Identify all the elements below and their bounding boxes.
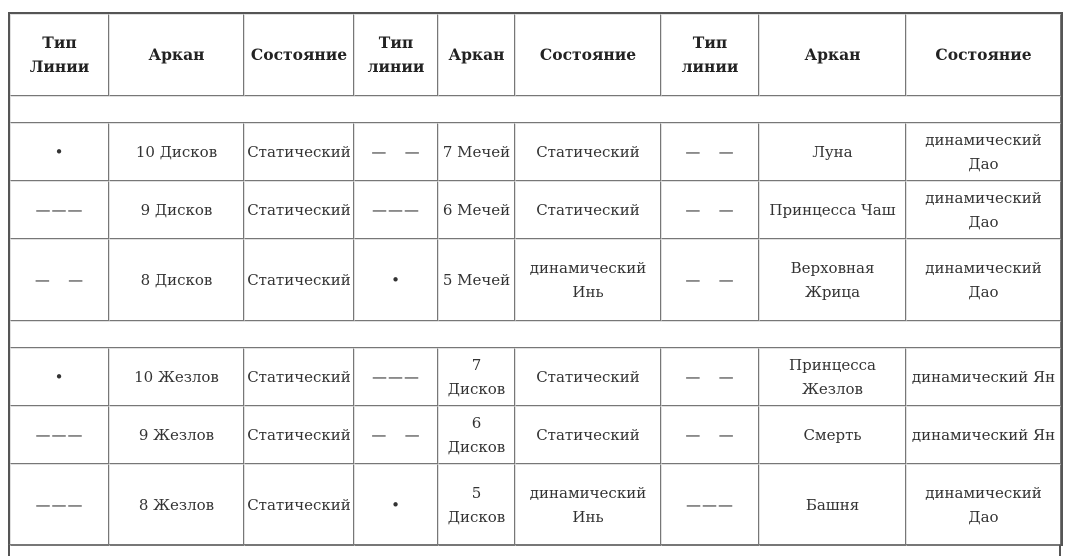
arcana-cell: 10 Дисков xyxy=(109,123,244,181)
state-cell: Статический xyxy=(244,348,354,406)
state-cell: Статический xyxy=(244,406,354,464)
state-cell: Статический xyxy=(515,406,661,464)
line-type-cell: • xyxy=(354,464,438,546)
arcana-cell: Луна xyxy=(759,123,906,181)
state-cell: Статический xyxy=(244,181,354,239)
line-type-cell: — — xyxy=(10,239,109,321)
arcana-cell: 10 Жезлов xyxy=(109,348,244,406)
header-arcana-3: Аркан xyxy=(759,14,906,96)
header-state-1: Состояние xyxy=(244,14,354,96)
table-continuation xyxy=(8,544,1061,556)
arcana-cell: 8 Жезлов xyxy=(109,464,244,546)
table-row xyxy=(10,406,1061,464)
group-separator-row xyxy=(10,321,1061,348)
arcana-cell: 6 Дисков xyxy=(438,406,515,464)
arcana-table xyxy=(8,12,1063,546)
group-separator-row xyxy=(10,96,1061,123)
arcana-cell: Верховная Жрица xyxy=(759,239,906,321)
header-line-type-3: Тип линии xyxy=(661,14,759,96)
header-line-type-1: Тип Линии xyxy=(10,14,109,96)
line-type-cell: — — xyxy=(354,406,438,464)
line-type-cell: — — xyxy=(661,348,759,406)
header-state-2: Состояние xyxy=(515,14,661,96)
header-arcana-2: Аркан xyxy=(438,14,515,96)
arcana-cell: Принцесса Жезлов xyxy=(759,348,906,406)
state-cell: Статический xyxy=(244,239,354,321)
arcana-cell: 9 Жезлов xyxy=(109,406,244,464)
table-row xyxy=(10,181,1061,239)
group-separator-cell xyxy=(10,96,1061,123)
line-type-cell: ——— xyxy=(10,464,109,546)
line-type-cell: • xyxy=(10,348,109,406)
line-type-cell: — — xyxy=(354,123,438,181)
line-type-cell: ——— xyxy=(354,181,438,239)
header-arcana-1: Аркан xyxy=(109,14,244,96)
table-row xyxy=(10,464,1061,546)
header-line-type-2: Тип линии xyxy=(354,14,438,96)
line-type-cell: — — xyxy=(661,123,759,181)
table-row xyxy=(10,239,1061,321)
group-separator-cell xyxy=(10,321,1061,348)
line-type-cell: ——— xyxy=(10,406,109,464)
table-row xyxy=(10,348,1061,406)
header-state-3: Состояние xyxy=(906,14,1061,96)
arcana-cell: Башня xyxy=(759,464,906,546)
arcana-cell: 9 Дисков xyxy=(109,181,244,239)
state-cell: динамический Дао xyxy=(906,464,1061,546)
line-type-cell: ——— xyxy=(10,181,109,239)
line-type-cell: • xyxy=(354,239,438,321)
state-cell: динамический Ян xyxy=(906,348,1061,406)
state-cell: Статический xyxy=(515,181,661,239)
header-row xyxy=(10,14,1061,96)
state-cell: Статический xyxy=(244,464,354,546)
state-cell: Статический xyxy=(244,123,354,181)
line-type-cell: — — xyxy=(661,406,759,464)
arcana-cell: Смерть xyxy=(759,406,906,464)
arcana-cell: Принцесса Чаш xyxy=(759,181,906,239)
line-type-cell: • xyxy=(10,123,109,181)
line-type-cell: ——— xyxy=(354,348,438,406)
state-cell: Статический xyxy=(515,123,661,181)
arcana-table-wrapper xyxy=(8,12,1063,546)
state-cell: динамический Дао xyxy=(906,123,1061,181)
line-type-cell: — — xyxy=(661,181,759,239)
state-cell: Статический xyxy=(515,348,661,406)
state-cell: динамический Дао xyxy=(906,181,1061,239)
state-cell: динамический Ян xyxy=(906,406,1061,464)
state-cell: динамический Инь xyxy=(515,239,661,321)
table-row xyxy=(10,123,1061,181)
arcana-cell: 7 Дисков xyxy=(438,348,515,406)
arcana-cell: 8 Дисков xyxy=(109,239,244,321)
arcana-cell: 5 Дисков xyxy=(438,464,515,546)
state-cell: динамический Дао xyxy=(906,239,1061,321)
state-cell: динамический Инь xyxy=(515,464,661,546)
arcana-cell: 7 Мечей xyxy=(438,123,515,181)
line-type-cell: — — xyxy=(661,239,759,321)
line-type-cell: ——— xyxy=(661,464,759,546)
arcana-cell: 6 Мечей xyxy=(438,181,515,239)
arcana-cell: 5 Мечей xyxy=(438,239,515,321)
